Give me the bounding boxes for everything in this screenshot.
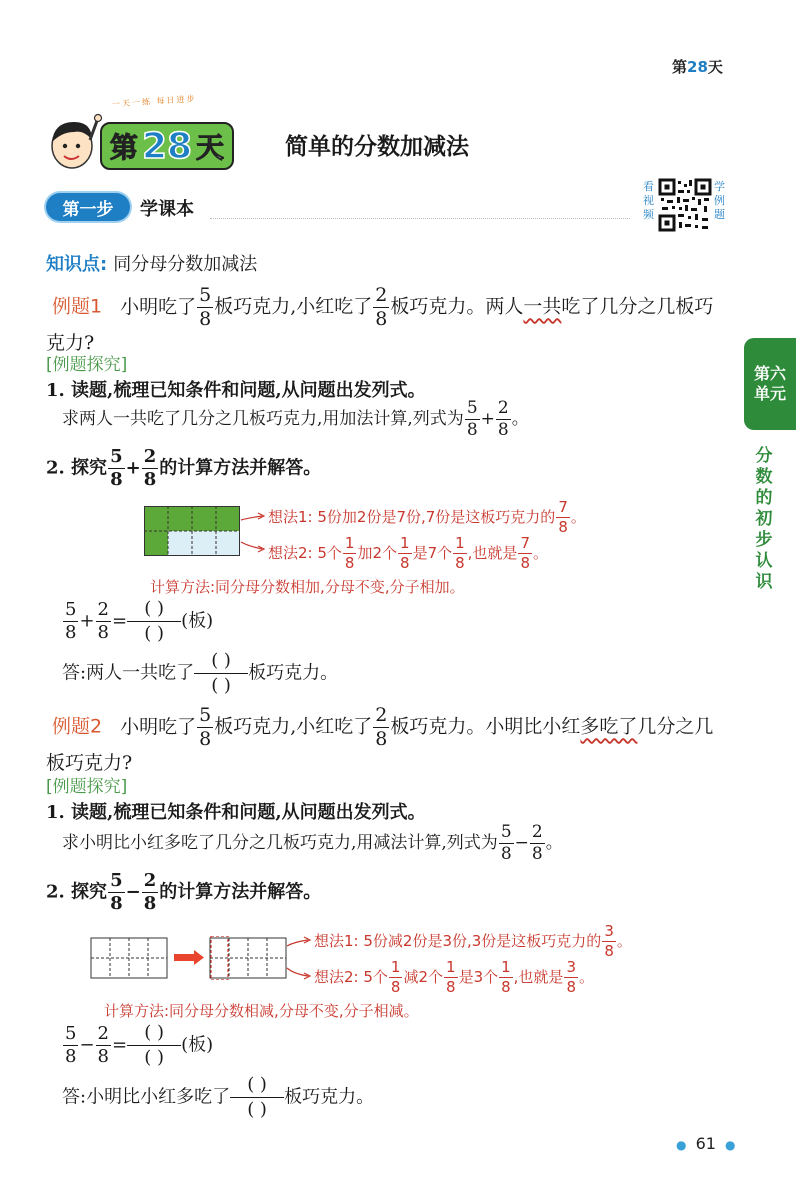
page-header-day: 第28天 (672, 58, 723, 76)
fraction: $\frac{2}{8}$ (143, 446, 157, 490)
fraction: $\frac{1}{8}$ (446, 958, 456, 996)
ex2-explore-label: [例题探究] (46, 777, 128, 797)
knowledge-point: 知识点: 同分母分数加减法 (46, 254, 258, 275)
ex2-question-line2: 板巧克力? (46, 752, 133, 774)
fraction: $\frac{7}{8}$ (520, 534, 530, 572)
chocolate-bar-diagram-2 (90, 936, 290, 980)
ex1-question-line1: 例题1 小明吃了 $\frac{5}{8}$ 板巧克力,小红吃了 $\frac{2}{8}$ 板巧克力。两人一共吃了几分之几板巧 (52, 284, 714, 330)
ex1-equation: $\frac{5}{8}$ + $\frac{2}{8}$ = ( ) ( ) (板) (65, 598, 214, 644)
ex1-question-line2: 克力? (46, 332, 95, 354)
ex1-step1-title: 1. 读题,梳理已知条件和问题,从问题出发列式。 (46, 380, 426, 401)
fraction: $\frac{5}{8}$ (500, 822, 512, 864)
ex2-idea1: 想法1: 5份减2份是3份,3份是这板巧克力的 $\frac{3}{8}$ 。 (314, 922, 632, 960)
ex2-equation: $\frac{5}{8}$ − $\frac{2}{8}$ = ( ) ( ) (板) (65, 1022, 214, 1068)
ex1-explore-label: [例题探究] (46, 355, 128, 375)
chocolate-bar-diagram-1 (144, 506, 240, 556)
fraction: $\frac{1}{8}$ (455, 534, 465, 572)
step-divider (210, 218, 630, 219)
fraction: $\frac{1}{8}$ (400, 534, 410, 572)
fraction: $\frac{3}{8}$ (566, 958, 576, 996)
ex2-step1-text: 求小明比小红多吃了几分之几板巧克力,用减法计算,列式为 $\frac{5}{8}$ − $\frac{2}{8}$ 。 (62, 822, 563, 864)
side-tab-chapter: 分数的初步认识 (755, 446, 773, 592)
fraction: $\frac{2}{8}$ (97, 1023, 109, 1067)
fraction: $\frac{2}{8}$ (497, 398, 509, 440)
ex1-method: 计算方法:同分母分数相加,分母不变,分子相加。 (150, 578, 465, 596)
connector-arrows-2 (286, 930, 316, 984)
fraction: $\frac{1}{8}$ (501, 958, 511, 996)
day-banner-badge: 第 28 天 (100, 122, 234, 170)
fraction: $\frac{5}{8}$ (110, 870, 123, 914)
fraction: $\frac{7}{8}$ (558, 498, 568, 536)
fraction: $\frac{5}{8}$ (110, 446, 123, 490)
fraction: $\frac{5}{8}$ (65, 1023, 77, 1067)
fraction: $\frac{2}{8}$ (97, 599, 109, 643)
banner-arc-text: 一天一练 每日进步 (111, 94, 197, 109)
lesson-title: 简单的分数加减法 (285, 134, 469, 160)
ex1-step1-text: 求两人一共吃了几分之几板巧克力,用加法计算,列式为 $\frac{5}{8}$ + $\frac{2}{8}$ 。 (62, 398, 529, 440)
fraction: $\frac{1}{8}$ (390, 958, 401, 996)
qr-code-icon[interactable] (658, 178, 712, 232)
fraction: $\frac{1}{8}$ (344, 534, 355, 572)
ex2-method: 计算方法:同分母分数相减,分母不变,分子相减。 (104, 1002, 419, 1020)
step-title: 学课本 (140, 199, 194, 220)
fraction: $\frac{3}{8}$ (604, 922, 614, 960)
ex2-question-line1: 例题2 小明吃了 $\frac{5}{8}$ 板巧克力,小红吃了 $\frac{2}{8}$ 板巧克力。小明比小红多吃了几分之几 (52, 704, 714, 750)
ex2-step2-title: 2. 探究 $\frac{5}{8}$ − $\frac{2}{8}$ 的计算方法并解答。 (46, 870, 322, 914)
step-badge: 第一步 (46, 193, 130, 221)
qr-right-label: 学 例 题 (714, 180, 725, 221)
ex2-tag: 例题2 (52, 715, 103, 738)
page-number: ● 61 ● (676, 1134, 736, 1153)
side-tab-unit: 第六单元 (744, 338, 796, 430)
fraction: $\frac{5}{8}$ (199, 704, 212, 750)
fraction: $\frac{5}{8}$ (199, 284, 212, 330)
ex1-tag: 例题1 (52, 295, 103, 318)
fraction: $\frac{2}{8}$ (375, 284, 388, 330)
answer-blank-fraction[interactable]: ( ) ( ) (194, 652, 248, 695)
fraction: $\frac{2}{8}$ (531, 822, 543, 864)
ex2-idea2: 想法2: 5个 $\frac{1}{8}$ 减2个 $\frac{1}{8}$ 是3个 $\frac{1}{8}$ ,也就是 $\frac{3}{8}$ 。 (314, 958, 594, 996)
ex2-answer: 答:小明比小红多吃了 ( ) ( ) 板巧克力。 (62, 1074, 375, 1120)
ex1-idea1: 想法1: 5份加2份是7份,7份是这板巧克力的 $\frac{7}{8}$ 。 (268, 498, 586, 536)
dot-icon: ● (676, 1138, 687, 1152)
fraction: $\frac{5}{8}$ (466, 398, 478, 440)
qr-left-label: 看 视 频 (643, 180, 654, 221)
answer-blank-fraction[interactable]: ( ) ( ) (230, 1076, 284, 1119)
fraction: $\frac{2}{8}$ (375, 704, 388, 750)
fraction: $\frac{5}{8}$ (65, 599, 77, 643)
answer-blank-fraction[interactable]: ( ) ( ) (127, 1024, 181, 1067)
mascot-boy-icon (44, 112, 104, 174)
ex1-step2-title: 2. 探究 $\frac{5}{8}$ + $\frac{2}{8}$ 的计算方法并解答。 (46, 446, 322, 490)
dot-icon: ● (725, 1138, 736, 1152)
answer-blank-fraction[interactable]: ( ) ( ) (127, 600, 181, 643)
ex2-step1-title: 1. 读题,梳理已知条件和问题,从问题出发列式。 (46, 802, 426, 823)
ex1-answer: 答:两人一共吃了 ( ) ( ) 板巧克力。 (62, 650, 339, 696)
connector-arrows-1 (240, 506, 270, 556)
ex1-idea2: 想法2: 5个 $\frac{1}{8}$ 加2个 $\frac{1}{8}$ 是7个 $\frac{1}{8}$ ,也就是 $\frac{7}{8}$ 。 (268, 534, 548, 572)
fraction: $\frac{2}{8}$ (143, 870, 157, 914)
